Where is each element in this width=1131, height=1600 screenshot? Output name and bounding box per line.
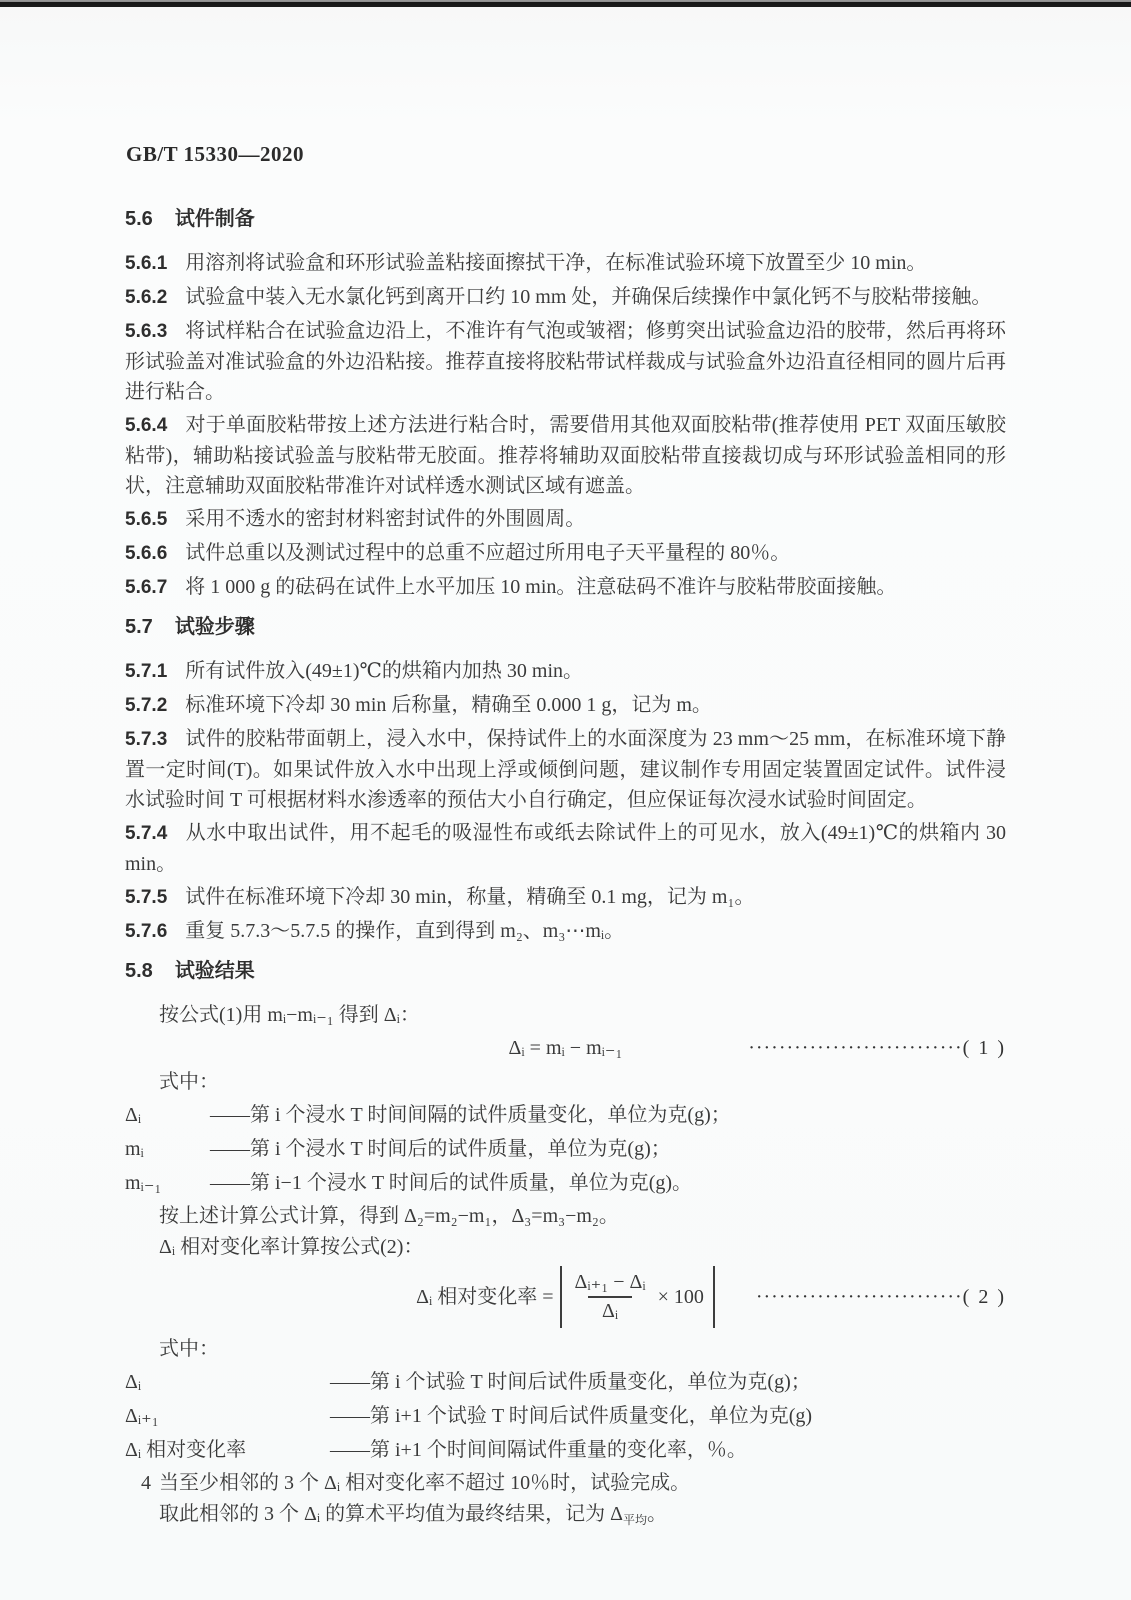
- clause-5-6-7: [125, 572, 1006, 603]
- clause-text: 重复 5.7.3～5.7.5 的操作，直到得到 m₂、m₃⋯mᵢ。: [185, 920, 625, 942]
- definition-row: [125, 1167, 1006, 1199]
- definition-text: ——第 i−1 个浸水 T 时间后的试件质量，单位为克(g)。: [210, 1172, 693, 1194]
- fraction-numerator: Δᵢ₊₁ − Δᵢ: [574, 1271, 646, 1293]
- definition-term: Δᵢ: [125, 1104, 142, 1126]
- definition-term: Δᵢ 相对变化率: [125, 1439, 247, 1461]
- formula-2-label: ( 2 ): [962, 1286, 1006, 1308]
- formula-2-expression: [416, 1266, 715, 1328]
- document-number: GB/T 15330—2020: [126, 142, 305, 166]
- definition-text: ——第 i 个浸水 T 时间后的试件质量，单位为克(g)；: [210, 1138, 671, 1160]
- definition-text: ——第 i+1 个试验 T 时间后试件质量变化，单位为克(g): [330, 1405, 813, 1427]
- clause-text: 采用不透水的密封材料密封试件的外围圆周。: [185, 508, 586, 530]
- formula-1-intro: 按公式(1)用 mᵢ−mᵢ₋₁ 得到 Δᵢ：: [159, 1004, 420, 1026]
- section-number: 5.6: [125, 208, 153, 230]
- clause-text: 对于单面胶粘带按上述方法进行粘合时，需要借用其他双面胶粘带(推荐使用 PET 双面压敏胶粘带)，辅助粘接试验盖与胶粘带无胶面。推荐将辅助双面胶粘带直接裁切成与环形试验盖相同的形状，注意辅助双面胶粘带准许对试样透水测试区域有遮盖。: [125, 414, 1006, 497]
- section-heading-5-6: [125, 204, 1006, 234]
- clause-number: 5.6.6: [125, 543, 168, 564]
- clause-5-7-4: [125, 818, 1006, 879]
- definition-row: [125, 1434, 1006, 1466]
- absolute-value-bars: [560, 1266, 715, 1328]
- clause-5-7-6: [125, 916, 1006, 947]
- definition-row: [125, 1400, 1006, 1432]
- section-title: 试验步骤: [174, 616, 255, 638]
- section-heading-5-8: [125, 956, 1006, 986]
- section-title: 试件制备: [174, 208, 255, 230]
- definition-row: [125, 1133, 1006, 1165]
- fraction: [571, 1269, 650, 1325]
- fraction-denominator: Δᵢ: [588, 1296, 632, 1325]
- definition-row: [125, 1366, 1006, 1398]
- definition-text: ——第 i 个试验 T 时间后试件质量变化，单位为克(g)；: [330, 1371, 811, 1393]
- formula-1-leader: [748, 1032, 1006, 1064]
- calculation-note: 按上述计算公式计算，得到 Δ₂=m₂−m₁，Δ₃=m₃−m₂。: [159, 1205, 619, 1227]
- clause-number: 5.7.1: [125, 661, 168, 682]
- formula-2-multiplier: × 100: [657, 1286, 704, 1308]
- clause-number: 5.7.5: [125, 887, 168, 908]
- page-number: 4: [141, 1472, 151, 1494]
- clause-text: 从水中取出试件，用不起毛的吸湿性布或纸去除试件上的可见水，放入(49±1)℃的烘箱内 30 min。: [125, 822, 1006, 875]
- definition-term: mᵢ₋₁: [125, 1172, 162, 1194]
- clause-number: 5.6.1: [125, 253, 168, 274]
- clause-text: 试件的胶粘带面朝上，浸入水中，保持试件上的水面深度为 23 mm～25 mm，在标准环境下静置一定时间(T)。如果试件放入水中出现上浮或倾倒问题，建议制作专用固定装置固定试件。试件浸水试验时间 T 可根据材料水渗透率的预估大小自行确定，但应保证每次浸水试验时间固定。: [125, 728, 1006, 811]
- result-text: 取此相邻的 3 个 Δᵢ 的算术平均值为最终结果，记为 Δ: [159, 1503, 623, 1525]
- definition-text: ——第 i+1 个时间间隔试件重量的变化率，％。: [330, 1439, 747, 1461]
- definition-row: [125, 1099, 1006, 1131]
- formula-1: [125, 1032, 1006, 1064]
- clause-5-7-5: [125, 882, 1006, 913]
- clause-5-6-3: [125, 316, 1006, 407]
- clause-text: 试件总重以及测试过程中的总重不应超过所用电子天平量程的 80％。: [185, 542, 791, 564]
- rate-formula-intro: Δᵢ 相对变化率计算按公式(2)：: [159, 1236, 424, 1258]
- clause-5-7-2: [125, 690, 1006, 721]
- clause-number: 5.7.3: [125, 729, 168, 750]
- definition-term: mᵢ: [125, 1138, 144, 1160]
- clause-text: 标准环境下冷却 30 min 后称量，精确至 0.000 1 g，记为 m。: [185, 694, 712, 716]
- formula-2-lhs: Δᵢ 相对变化率 =: [416, 1286, 554, 1308]
- clause-text: 用溶剂将试验盒和环形试验盖粘接面擦拭干净，在标准试验环境下放置至少 10 min。: [185, 252, 927, 274]
- clause-number: 5.6.3: [125, 321, 168, 342]
- clause-5-7-3: [125, 724, 1006, 815]
- clause-text: 将 1 000 g 的砝码在试件上水平加压 10 min。注意砝码不准许与胶粘带胶面接触。: [185, 576, 897, 598]
- section-number: 5.7: [125, 616, 153, 638]
- definition-term: Δᵢ₊₁: [125, 1405, 159, 1427]
- clause-number: 5.7.6: [125, 921, 168, 942]
- clause-number: 5.6.5: [125, 509, 168, 530]
- clause-number: 5.6.4: [125, 415, 168, 436]
- result-subscript: 平均: [623, 1513, 648, 1527]
- leader-dots: ···························: [755, 1286, 963, 1308]
- formula-1-label: ( 1 ): [962, 1037, 1006, 1059]
- section-number: 5.8: [125, 960, 153, 982]
- clause-5-6-1: [125, 248, 1006, 279]
- section-heading-5-7: [125, 612, 1006, 642]
- clause-5-6-2: [125, 282, 1006, 313]
- clause-text: 试件在标准环境下冷却 30 min，称量，精确至 0.1 mg，记为 m₁。: [185, 886, 755, 908]
- clause-text: 试验盒中装入无水氯化钙到离开口约 10 mm 处，并确保后续操作中氯化钙不与胶粘带接触。: [185, 286, 992, 308]
- formula-2: [125, 1266, 1006, 1328]
- formula-2-leader: [756, 1281, 1006, 1313]
- clause-number: 5.6.7: [125, 577, 168, 598]
- scan-edge-artifact: [0, 0, 1131, 9]
- definition-text: ——第 i 个浸水 T 时间间隔的试件质量变化，单位为克(g)；: [210, 1104, 731, 1126]
- clause-5-6-6: [125, 538, 1006, 569]
- definition-term: Δᵢ: [125, 1371, 142, 1393]
- where-label-2: 式中：: [159, 1338, 219, 1360]
- clause-text: 将试样粘合在试验盒边沿上，不准许有气泡或皱褶；修剪突出试验盒边沿的胶带，然后再将环形试验盖对准试验盒的外边沿粘接。推荐直接将胶粘带试样裁成与试验盒外边沿直径相同的圆片后再进行粘合。: [125, 320, 1006, 403]
- clause-5-6-5: [125, 504, 1006, 535]
- clause-number: 5.6.2: [125, 287, 168, 308]
- clause-5-6-4: [125, 410, 1006, 501]
- completion-criterion: 当至少相邻的 3 个 Δᵢ 相对变化率不超过 10％时，试验完成。: [159, 1472, 691, 1494]
- result-period: 。: [647, 1503, 668, 1525]
- clause-text: 所有试件放入(49±1)℃的烘箱内加热 30 min。: [185, 660, 584, 682]
- page-body: [125, 195, 1006, 1536]
- final-result-statement: [125, 1499, 1006, 1535]
- clause-number: 5.7.4: [125, 823, 168, 844]
- where-label-1: 式中：: [159, 1071, 219, 1093]
- formula-1-expression: Δᵢ = mᵢ − mᵢ₋₁: [508, 1037, 623, 1059]
- leader-dots: ····························: [748, 1037, 963, 1059]
- clause-number: 5.7.2: [125, 695, 168, 716]
- clause-5-7-1: [125, 656, 1006, 687]
- section-title: 试验结果: [174, 960, 255, 982]
